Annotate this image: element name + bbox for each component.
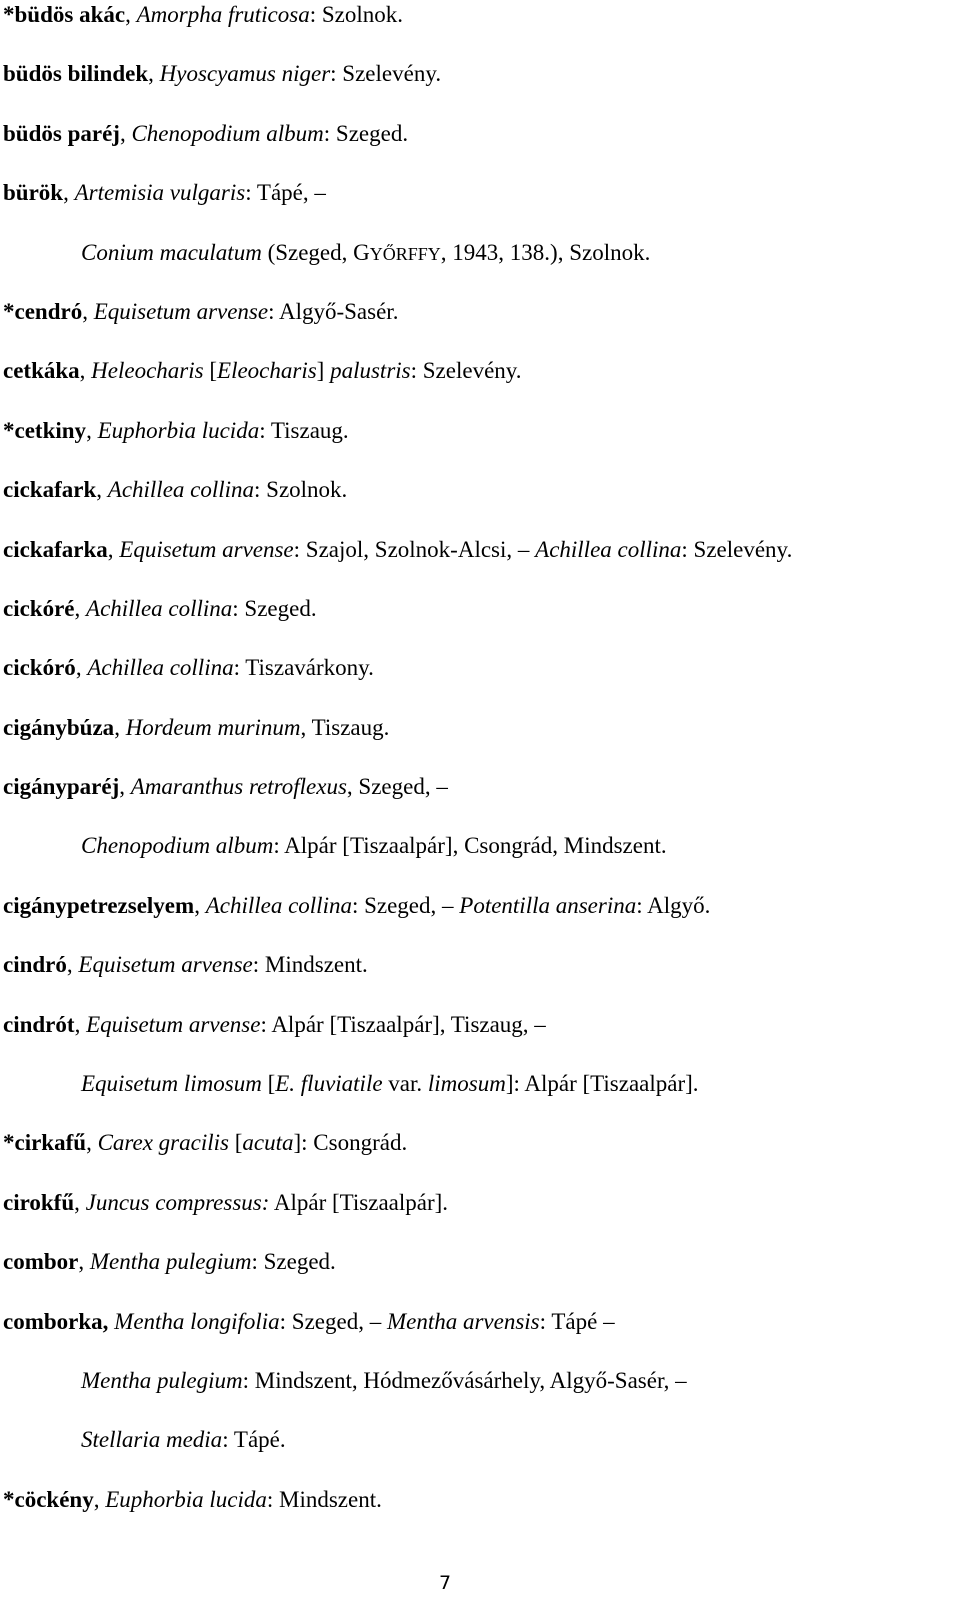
entry-text: : Tápé.	[222, 1427, 286, 1453]
entry-continuation-line	[3, 1366, 953, 1425]
entry-text: ,	[74, 1189, 86, 1215]
entry-text: , Szeged, –	[346, 774, 448, 800]
latin-name: Equisetum arvense	[86, 1011, 261, 1037]
entry-text: ,	[66, 952, 79, 978]
entry-text: : Szajol, Szolnok-Alcsi, –	[293, 536, 536, 562]
entry-text: ,	[125, 2, 137, 27]
entry-text: : Mindszent.	[252, 952, 368, 978]
entry-text: : Tiszaug.	[259, 417, 349, 443]
entry-continuation-line	[3, 1069, 953, 1128]
entry-text: : Szolnok.	[254, 477, 348, 503]
entry-text: var.	[382, 1071, 428, 1097]
latin-name: Achillea collina	[86, 595, 233, 621]
entry-headword: *büdös akác	[3, 2, 126, 27]
entry-headword: cickóró	[3, 655, 76, 681]
entry-text: ,	[74, 1011, 87, 1037]
entry-line	[3, 950, 953, 1009]
entry-text: , Tiszaug.	[300, 714, 390, 740]
entry-line	[3, 594, 953, 653]
latin-name: Carex gracilis	[97, 1130, 229, 1156]
entry-text: : Alpár [Tiszaalpár], Tiszaug, –	[260, 1011, 546, 1037]
latin-name: Equisetum limosum	[81, 1071, 262, 1097]
entry-line	[3, 356, 953, 415]
entry-line	[3, 1307, 953, 1366]
entry-headword: *cetkiny	[3, 417, 87, 443]
entry-line	[3, 475, 953, 534]
entry-text: Alpár [Tiszaalpár].	[269, 1189, 449, 1215]
latin-name: Hyoscyamus niger	[159, 61, 331, 87]
entry-headword: cickafarka	[3, 536, 108, 562]
latin-name: Mentha longifolia	[114, 1308, 280, 1334]
author-name-smallcaps: YŐRFFY	[369, 243, 441, 264]
entry-headword: cigánypetrezselyem	[3, 892, 195, 918]
entry-headword: cickóré	[3, 595, 75, 621]
entry-text: : Szelevény.	[410, 358, 522, 384]
entry-text: : Algyő.	[636, 892, 711, 918]
entry-continuation-line	[3, 831, 953, 890]
latin-name: Chenopodium album	[131, 120, 324, 146]
latin-name: Mentha arvensis	[386, 1308, 540, 1334]
entry-text: ,	[119, 120, 132, 146]
latin-name: Equisetum arvense	[119, 536, 294, 562]
latin-name: Mentha pulegium	[89, 1249, 252, 1275]
entry-text: ,	[75, 655, 88, 681]
entry-headword: cickafark	[3, 477, 97, 503]
entry-line	[3, 1247, 953, 1306]
entry-headword: cigányparéj	[3, 774, 120, 800]
latin-name: Euphorbia lucida	[105, 1486, 267, 1512]
latin-name: Mentha pulegium	[81, 1367, 243, 1393]
entry-text: : Mindszent.	[266, 1486, 382, 1512]
latin-name: Heleocharis	[91, 358, 204, 384]
latin-name: Amorpha fruticosa	[136, 2, 310, 27]
latin-name: Euphorbia lucida	[97, 417, 260, 443]
entry-text: ,	[93, 1486, 106, 1512]
entry-text: ,	[82, 298, 94, 324]
entry-text: : Szelevény.	[681, 536, 793, 562]
entry-headword: *cendró	[3, 298, 83, 324]
latin-name: Conium maculatum	[81, 239, 262, 265]
entry-headword: büdös paréj	[3, 120, 120, 146]
entry-line	[3, 891, 953, 950]
latin-name: Juncus compressus:	[85, 1189, 270, 1215]
entry-line	[3, 119, 953, 178]
latin-name: acuta	[242, 1130, 294, 1156]
entry-line	[3, 59, 953, 118]
entry-headword: cindró	[3, 952, 67, 978]
entry-text: ,	[86, 1130, 98, 1156]
entry-text: : Szolnok.	[309, 2, 403, 27]
entry-text: [	[228, 1130, 243, 1156]
entry-line	[3, 713, 953, 772]
latin-name: Achillea collina	[87, 655, 234, 681]
entry-headword: *cirkafű	[3, 1130, 87, 1156]
latin-name: Equisetum arvense	[93, 298, 269, 324]
entry-text: ,	[107, 536, 120, 562]
latin-name: Potentilla anserina	[459, 892, 637, 918]
entry-text: [	[203, 358, 218, 384]
latin-name: E. fluviatile	[275, 1071, 383, 1097]
latin-name: Achillea collina	[205, 892, 352, 918]
entry-text: ,	[79, 358, 92, 384]
entry-text: ,	[74, 595, 87, 621]
entry-text: ,	[119, 774, 131, 800]
entry-text: : Szeged, –	[279, 1308, 387, 1334]
latin-name: palustris	[330, 358, 411, 384]
entry-text: ,	[194, 892, 206, 918]
entry-headword: cigánybúza	[3, 714, 115, 740]
entry-headword: cindrót	[3, 1011, 75, 1037]
entry-text: ,	[148, 61, 160, 87]
entry-text: : Algyő-Sasér.	[268, 298, 399, 324]
entry-text: : Szeged.	[323, 120, 409, 146]
entry-headword: cirokfű	[3, 1189, 75, 1215]
entry-text: : Alpár [Tiszaalpár], Csongrád, Mindszent.	[273, 833, 667, 859]
entry-line	[3, 653, 953, 712]
entry-text: (Szeged, G	[261, 239, 370, 265]
entry-text: ]: Csongrád.	[293, 1130, 408, 1156]
entry-line	[3, 1188, 953, 1247]
entry-line	[3, 1010, 953, 1069]
entry-line	[3, 297, 953, 356]
entry-headword: cetkáka	[3, 358, 80, 384]
entry-text: : Szelevény.	[330, 61, 442, 87]
latin-name: Hordeum murinum	[125, 714, 301, 740]
glossary-entries	[3, 0, 953, 1544]
entry-headword: comborka,	[3, 1308, 109, 1334]
entry-text: : Mindszent, Hódmezővásárhely, Algyő-Sasér, –	[242, 1367, 687, 1393]
entry-text: : Tápé –	[539, 1308, 615, 1334]
entry-text: ,	[86, 417, 98, 443]
entry-headword: combor	[3, 1249, 79, 1275]
entry-text: : Szeged.	[232, 595, 317, 621]
entry-text: : Szeged, –	[351, 892, 460, 918]
entry-line	[3, 1485, 953, 1544]
entry-headword: *cöckény	[3, 1486, 94, 1512]
entry-text: : Tápé, –	[245, 180, 326, 206]
entry-text: , 1943, 138.), Szolnok.	[440, 239, 651, 265]
entry-line	[3, 178, 953, 237]
entry-text: ]: Alpár [Tiszaalpár].	[505, 1071, 699, 1097]
latin-name: Artemisia vulgaris	[74, 180, 246, 206]
entry-text: ,	[114, 714, 126, 740]
entry-text: ,	[78, 1249, 90, 1275]
entry-line	[3, 1128, 953, 1187]
latin-name: Amaranthus retroflexus	[130, 774, 347, 800]
entry-line	[3, 0, 953, 59]
entry-text: ,	[63, 180, 75, 206]
entry-continuation-line	[3, 1425, 953, 1484]
latin-name: Achillea collina	[535, 536, 682, 562]
entry-text: : Szeged.	[251, 1249, 336, 1275]
entry-text: ]	[316, 358, 331, 384]
entry-text: : Tiszavárkony.	[233, 655, 374, 681]
entry-text: [	[261, 1071, 276, 1097]
latin-name: Equisetum arvense	[78, 952, 253, 978]
entry-continuation-line	[3, 238, 953, 297]
entry-headword: büdös bilindek	[3, 61, 149, 87]
latin-name: Chenopodium album	[81, 833, 274, 859]
latin-name: Eleocharis	[217, 358, 317, 384]
entry-headword: bürök	[3, 180, 64, 206]
entry-line	[3, 535, 953, 594]
entry-line	[3, 416, 953, 475]
page-number: 7	[438, 1572, 452, 1594]
entry-line	[3, 772, 953, 831]
latin-name: limosum	[427, 1071, 506, 1097]
latin-name: Achillea collina	[107, 477, 255, 503]
entry-text: ,	[96, 477, 108, 503]
latin-name: Stellaria media	[81, 1427, 223, 1453]
